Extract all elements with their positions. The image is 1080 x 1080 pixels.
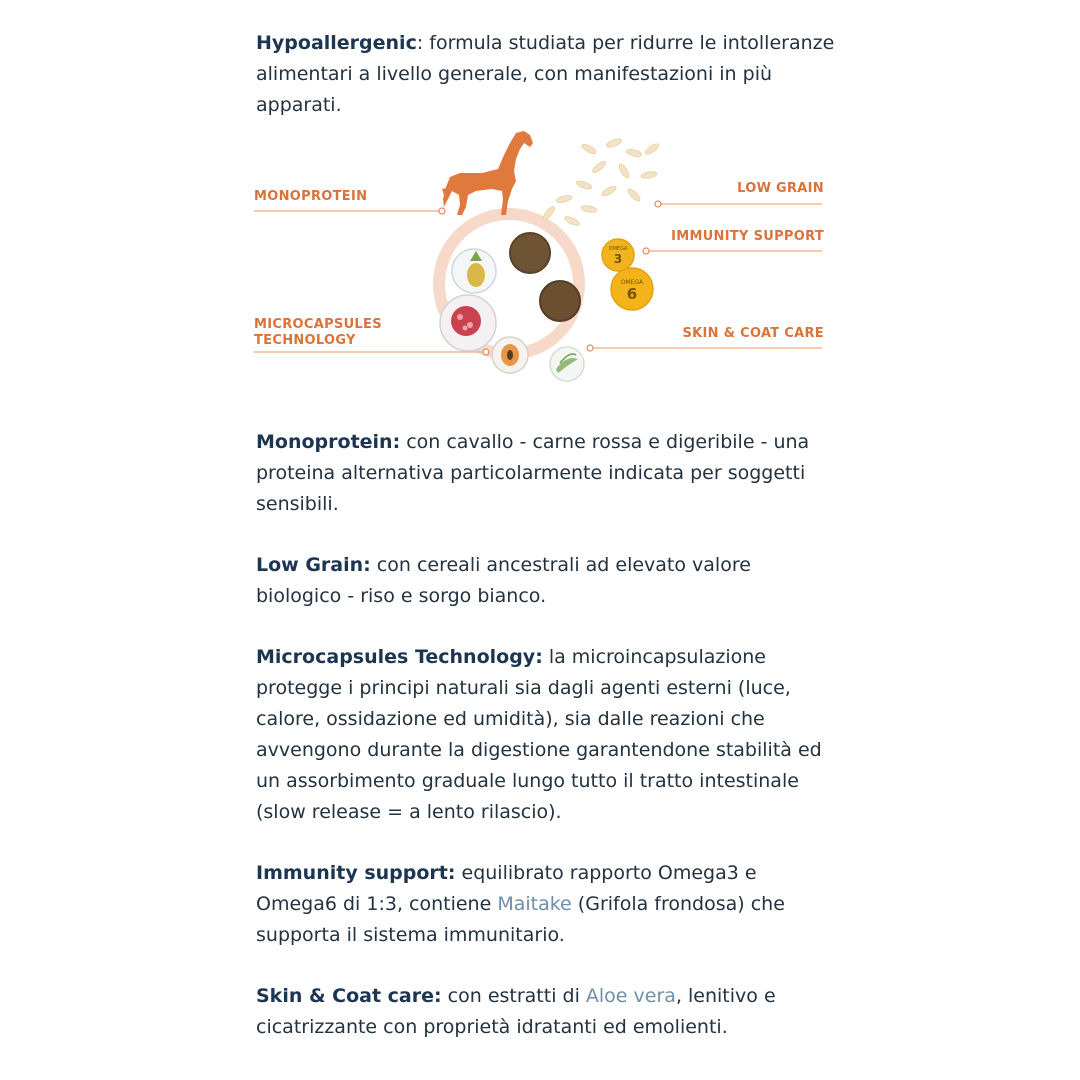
low-grain-text: con cereali ancestrali ad elevato valore biologico - riso e sorgo bianco.: [256, 554, 751, 607]
skin-coat-text-before: con estratti di: [441, 985, 586, 1007]
label-immunity-support: IMMUNITY SUPPORT: [671, 229, 824, 244]
immunity-dot: [643, 248, 649, 254]
maitake-link[interactable]: Maitake: [497, 893, 572, 915]
immunity-paragraph: [256, 858, 836, 951]
low-grain-dot: [655, 201, 661, 207]
label-low-grain: LOW GRAIN: [737, 181, 824, 196]
label-microcapsules: [254, 317, 382, 349]
immunity-text-before: equilibrato rapporto Omega3 e Omega6 di 1:3, contiene: [256, 862, 757, 915]
intro-title: Hypoallergenic: [256, 32, 417, 54]
microcapsule-pomegranate-icon: [440, 295, 496, 351]
label-skin-coat-care: SKIN & COAT CARE: [682, 326, 824, 341]
monoprotein-dot: [439, 208, 445, 214]
skin-coat-dot: [587, 345, 593, 351]
intro-paragraph: [256, 28, 836, 121]
skin-coat-title: Skin & Coat care:: [256, 985, 442, 1007]
omega3-capsule-icon: [602, 239, 634, 271]
infographic-graphic: [254, 129, 834, 409]
label-monoprotein: MONOPROTEIN: [254, 189, 368, 204]
svg-text:OMEGA: OMEGA: [608, 246, 628, 252]
microcapsules-paragraph: [256, 642, 836, 828]
label-microcapsules-line2: TECHNOLOGY: [254, 333, 356, 348]
microcapsules-text: la microincapsulazione protegge i principi naturali sia dagli agenti esterni (luce, calore, ossidazione ed umidità), sia dalle reazioni che avvengono durante la digestione garantendone stabilità ed un assorbimento graduale lungo tutto il tratto intestinale (slow release = a lento rilascio).: [256, 646, 822, 823]
aloe-vera-link[interactable]: Aloe vera: [585, 985, 676, 1007]
product-infographic: [254, 129, 834, 409]
immunity-title: Immunity support:: [256, 862, 456, 884]
intro-text: : formula studiata per ridurre le intolleranze alimentari a livello generale, con manifestazioni in più apparati.: [256, 32, 835, 116]
low-grain-title: Low Grain:: [256, 554, 371, 576]
label-microcapsules-line1: MICROCAPSULES: [254, 317, 382, 332]
immunity-text-after: (Grifola frondosa) che supporta il sistema immunitario.: [256, 893, 785, 946]
aloe-vera-icon: [550, 347, 584, 381]
svg-text:3: 3: [613, 252, 623, 266]
monoprotein-paragraph: [256, 427, 836, 520]
omega6-capsule-icon: [611, 268, 653, 310]
microcapsules-dot: [483, 349, 489, 355]
svg-text:OMEGA: OMEGA: [620, 279, 644, 286]
low-grain-paragraph: [256, 550, 836, 612]
microcapsules-title: Microcapsules Technology:: [256, 646, 543, 668]
content-column: [256, 28, 836, 1043]
microcapsule-papaya-icon: [492, 337, 528, 373]
monoprotein-text: con cavallo - carne rossa e digeribile - una proteina alternativa particolarmente indicata per soggetti sensibili.: [256, 431, 810, 515]
svg-text:6: 6: [626, 285, 638, 303]
rice-grains-icon: [542, 137, 661, 227]
skin-coat-paragraph: [256, 981, 836, 1043]
monoprotein-title: Monoprotein:: [256, 431, 401, 453]
microcapsule-pineapple-icon: [452, 249, 496, 293]
horse-icon: [442, 131, 533, 215]
skin-coat-text-after: , lenitivo e cicatrizzante con proprietà idratanti ed emolienti.: [256, 985, 776, 1038]
